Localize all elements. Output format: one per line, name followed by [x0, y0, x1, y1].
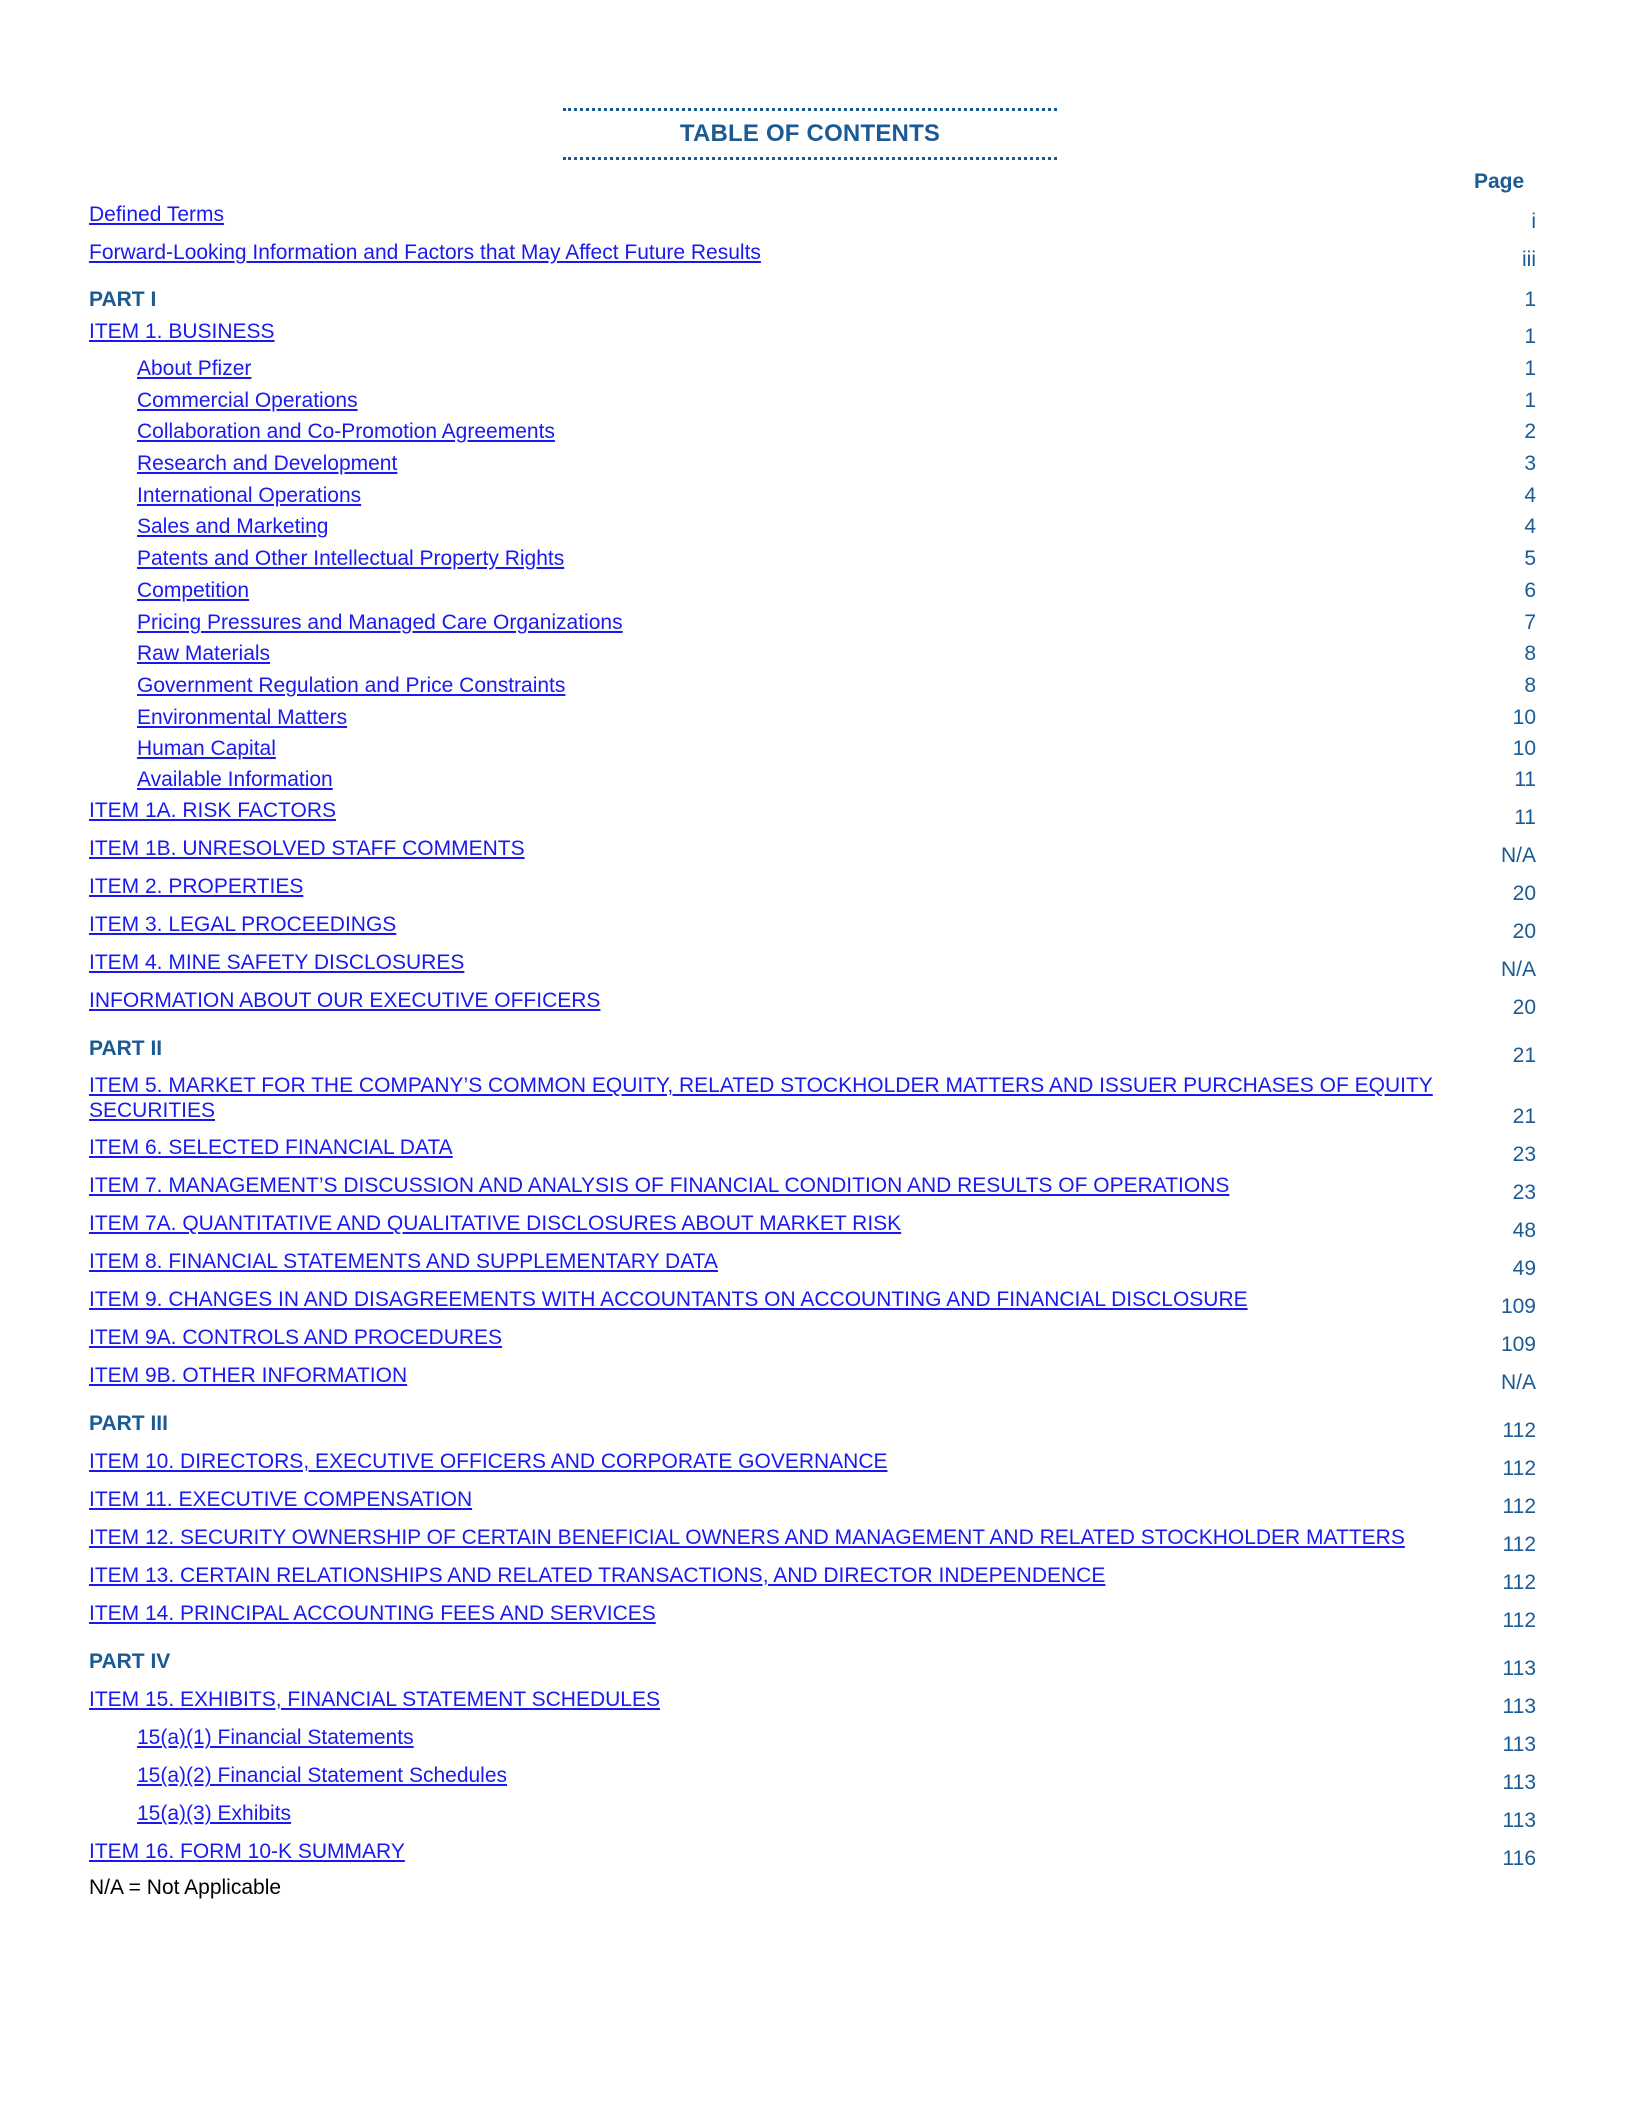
toc-page-number: 112 [1502, 1533, 1536, 1556]
toc-page-number: 113 [1502, 1771, 1536, 1794]
toc-page-number: 1 [1524, 357, 1536, 380]
toc-page-number: 2 [1524, 420, 1536, 443]
toc-link[interactable]: Available Information [137, 768, 333, 791]
toc-link[interactable]: ITEM 6. SELECTED FINANCIAL DATA [89, 1136, 453, 1159]
toc-link[interactable]: 15(a)(3) Exhibits [137, 1802, 292, 1825]
toc-link[interactable]: ITEM 13. CERTAIN RELATIONSHIPS AND RELATED TRANSACTIONS, AND DIRECTOR INDEPENDENCE [89, 1564, 1106, 1587]
toc-page-number: 11 [1514, 806, 1536, 829]
toc-page-number: 112 [1502, 1571, 1536, 1594]
toc-link[interactable]: Collaboration and Co-Promotion Agreements [137, 420, 555, 443]
toc-page-number: 112 [1502, 1495, 1536, 1518]
toc-page-number: 7 [1524, 611, 1536, 634]
toc-link[interactable]: ITEM 7. MANAGEMENT’S DISCUSSION AND ANALYSIS OF FINANCIAL CONDITION AND RESULTS OF OPERATIONS [89, 1174, 1230, 1197]
toc-link[interactable]: ITEM 1B. UNRESOLVED STAFF COMMENTS [89, 837, 525, 860]
toc-page-number: 3 [1524, 452, 1536, 475]
footnote-na: N/A = Not Applicable [89, 1876, 282, 1899]
toc-link[interactable]: ITEM 15. EXHIBITS, FINANCIAL STATEMENT SCHEDULES [89, 1688, 660, 1711]
toc-page-number: 112 [1502, 1419, 1536, 1442]
toc-link[interactable]: ITEM 9B. OTHER INFORMATION [89, 1364, 408, 1387]
toc-page-number: 1 [1524, 325, 1536, 348]
toc-link[interactable]: Sales and Marketing [137, 515, 329, 538]
toc-page-number: 4 [1524, 515, 1536, 538]
page-column-header: Page [1474, 170, 1525, 193]
toc-page-number: 109 [1500, 1333, 1536, 1356]
toc-link[interactable]: ITEM 12. SECURITY OWNERSHIP OF CERTAIN BENEFICIAL OWNERS AND MANAGEMENT AND RELATED STOCKHOLDER MATTERS [89, 1526, 1405, 1549]
toc-link[interactable]: ITEM 4. MINE SAFETY DISCLOSURES [89, 951, 465, 974]
toc-page-number: 4 [1524, 484, 1536, 507]
toc-page-number: 10 [1512, 706, 1536, 729]
toc-link[interactable]: ITEM 9. CHANGES IN AND DISAGREEMENTS WITH ACCOUNTANTS ON ACCOUNTING AND FINANCIAL DISCLOSURE [89, 1288, 1248, 1311]
part-heading: PART I [89, 288, 157, 311]
toc-link[interactable]: ITEM 1. BUSINESS [89, 320, 275, 343]
toc-link[interactable]: Research and Development [137, 452, 398, 475]
toc-page-number: 23 [1512, 1143, 1536, 1166]
toc-link[interactable]: Pricing Pressures and Managed Care Organizations [137, 611, 623, 634]
toc-page-number: 49 [1512, 1257, 1536, 1280]
toc-link[interactable]: ITEM 16. FORM 10-K SUMMARY [89, 1840, 405, 1863]
toc-link[interactable]: Government Regulation and Price Constraints [137, 674, 566, 697]
toc-page-number: 23 [1512, 1181, 1536, 1204]
toc-link[interactable]: 15(a)(2) Financial Statement Schedules [137, 1764, 508, 1787]
part-heading: PART III [89, 1412, 168, 1435]
toc-link[interactable]: ITEM 2. PROPERTIES [89, 875, 304, 898]
toc-page-number: 113 [1502, 1695, 1536, 1718]
toc-page-number: 20 [1512, 920, 1536, 943]
toc-link[interactable]: ITEM 11. EXECUTIVE COMPENSATION [89, 1488, 473, 1511]
toc-link[interactable]: 15(a)(1) Financial Statements [137, 1726, 414, 1749]
toc-link[interactable]: ITEM 10. DIRECTORS, EXECUTIVE OFFICERS AND CORPORATE GOVERNANCE [89, 1450, 888, 1473]
part-heading: PART II [89, 1037, 163, 1060]
toc-page-number: 113 [1502, 1657, 1536, 1680]
toc-page-number: 21 [1512, 1105, 1536, 1128]
toc-link[interactable]: Commercial Operations [137, 389, 358, 412]
toc-page-number: 112 [1502, 1457, 1536, 1480]
toc-page-number: 8 [1524, 674, 1536, 697]
toc-page-number: 1 [1524, 288, 1536, 311]
toc-page-number: 109 [1500, 1295, 1536, 1318]
toc-link[interactable]: Human Capital [137, 737, 276, 760]
toc-page-number: 21 [1512, 1044, 1536, 1067]
toc-page-number: N/A [1500, 1371, 1536, 1394]
toc-page-number: 6 [1524, 579, 1536, 602]
toc-link[interactable]: ITEM 8. FINANCIAL STATEMENTS AND SUPPLEMENTARY DATA [89, 1250, 718, 1273]
toc-page-number: 113 [1502, 1809, 1536, 1832]
toc-page-number: iii [1522, 248, 1536, 271]
toc-link[interactable]: ITEM 9A. CONTROLS AND PROCEDURES [89, 1326, 503, 1349]
toc-link[interactable]: Defined Terms [89, 203, 225, 226]
toc-link[interactable]: Competition [137, 579, 250, 602]
toc-link[interactable]: ITEM 5. MARKET FOR THE COMPANY’S COMMON EQUITY, RELATED STOCKHOLDER MATTERS AND ISSUER PURCHASES OF EQUITY SECURITIES [89, 1074, 1433, 1122]
toc-page-number: 113 [1502, 1733, 1536, 1756]
toc-page-number: 8 [1524, 642, 1536, 665]
toc-page-number: 11 [1514, 768, 1536, 791]
toc-link[interactable]: ITEM 14. PRINCIPAL ACCOUNTING FEES AND SERVICES [89, 1602, 656, 1625]
toc-page-number: 5 [1524, 547, 1536, 570]
toc-link[interactable]: Environmental Matters [137, 706, 348, 729]
toc-page-number: i [1531, 210, 1536, 233]
toc-title: TABLE OF CONTENTS [679, 120, 941, 147]
toc-page-number: N/A [1500, 958, 1536, 981]
toc-title-box [563, 108, 1057, 160]
toc-page-number: N/A [1500, 844, 1536, 867]
toc-link[interactable]: About Pfizer [137, 357, 252, 380]
toc-page-number: 20 [1512, 996, 1536, 1019]
toc-link[interactable]: Forward-Looking Information and Factors that May Affect Future Results [89, 241, 761, 264]
toc-link[interactable]: Patents and Other Intellectual Property Rights [137, 547, 565, 570]
toc-link[interactable]: ITEM 7A. QUANTITATIVE AND QUALITATIVE DISCLOSURES ABOUT MARKET RISK [89, 1212, 902, 1235]
toc-link[interactable]: ITEM 1A. RISK FACTORS [89, 799, 336, 822]
toc-page-number: 48 [1512, 1219, 1536, 1242]
toc-page-number: 112 [1502, 1609, 1536, 1632]
toc-page-number: 1 [1524, 389, 1536, 412]
toc-link[interactable]: Raw Materials [137, 642, 271, 665]
toc-page-number: 10 [1512, 737, 1536, 760]
toc-link[interactable]: ITEM 3. LEGAL PROCEEDINGS [89, 913, 397, 936]
toc-link[interactable]: INFORMATION ABOUT OUR EXECUTIVE OFFICERS [89, 989, 601, 1012]
part-heading: PART IV [89, 1650, 171, 1673]
toc-page-number: 116 [1502, 1847, 1536, 1870]
toc-page-number: 20 [1512, 882, 1536, 905]
toc-link[interactable]: International Operations [137, 484, 362, 507]
